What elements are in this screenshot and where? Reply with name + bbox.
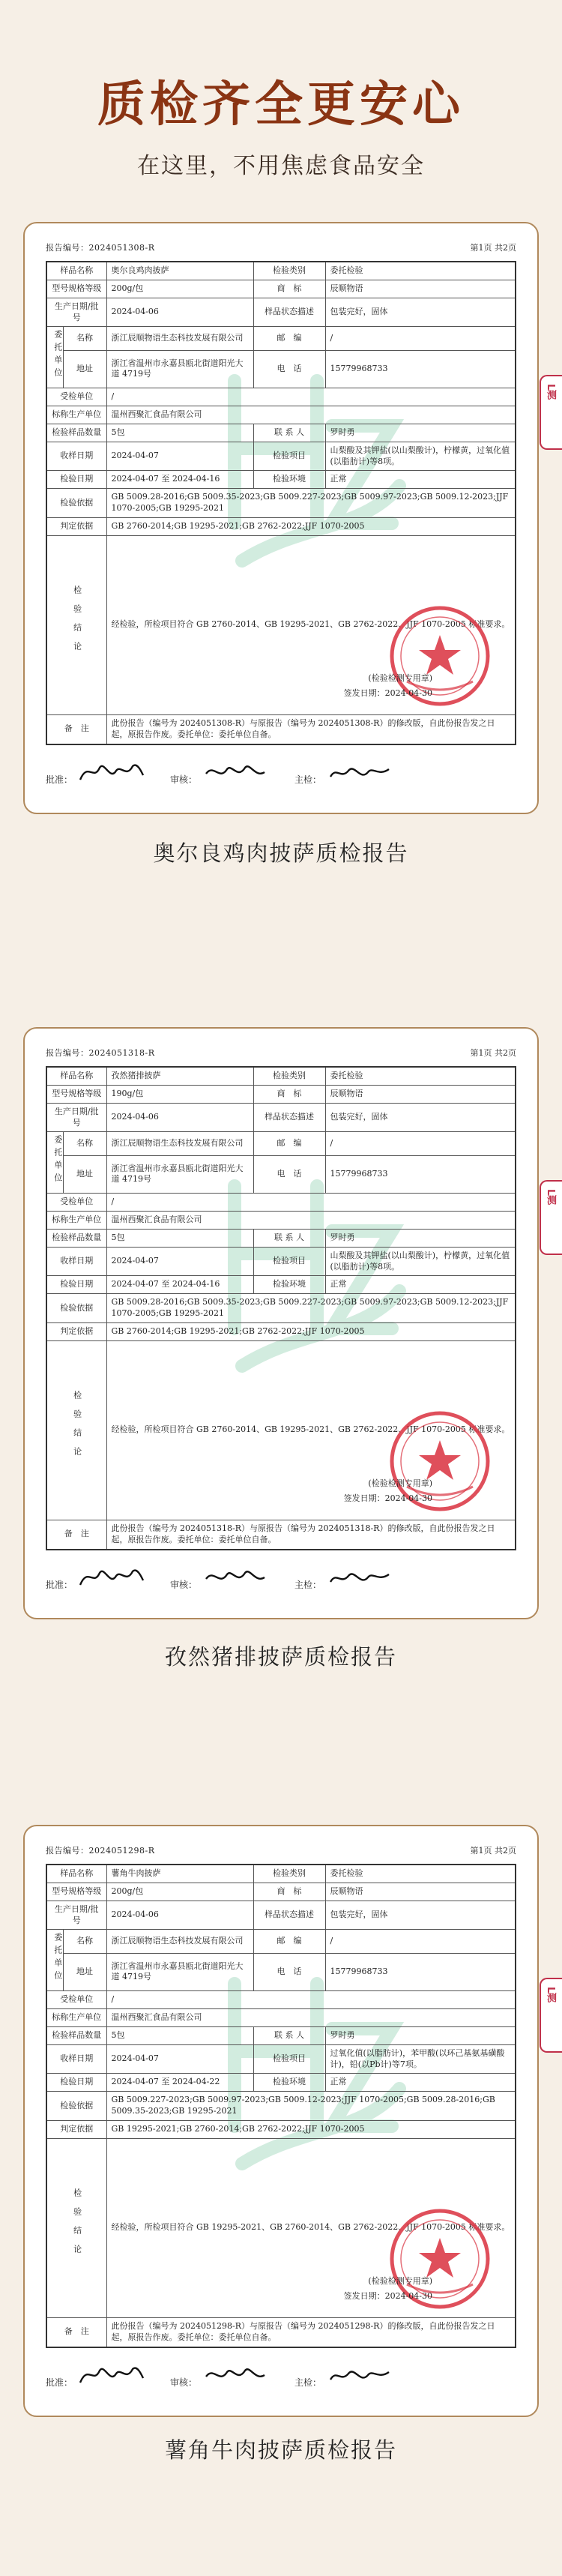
client-name-value: 浙江辰顺物语生态科技发展有限公司 — [106, 327, 253, 350]
phone-value: 15779968733 — [325, 1155, 516, 1194]
contact-value: 罗时勇 — [325, 424, 516, 442]
basis-value: GB 5009.28-2016;GB 5009.35-2023;GB 5009.227-2023;GB 5009.97-2023;GB 5009.12-2023;JJF 1070-2005;GB 19295-2021 — [106, 1294, 516, 1323]
approver-signature — [46, 759, 145, 786]
hero-banner — [0, 0, 562, 187]
report-table — [46, 261, 516, 745]
tester-signature — [294, 2362, 393, 2389]
contact-label: 联 系 人 — [253, 1229, 325, 1247]
client-address-value: 浙江省温州市永嘉县瓯北街道阳光大道 4719号 — [106, 1953, 253, 1991]
judge-label: 判定依据 — [46, 1322, 106, 1340]
received-label: 受检单位 — [46, 1991, 106, 2009]
sample-name-value: 奥尔良鸡肉披萨 — [106, 262, 253, 280]
conclusion-label — [46, 1340, 106, 1520]
handwritten-signature-icon — [77, 759, 145, 786]
sign-date-value: 2024-04-30 — [384, 2290, 432, 2301]
env-label: 检验环境 — [253, 1276, 325, 1294]
sample-state-label: 样品状态描述 — [253, 1901, 325, 1930]
report-card — [23, 1027, 539, 1619]
test-date-label: 检验日期 — [46, 2074, 106, 2092]
test-date-value: 2024-04-07 至 2024-04-22 — [106, 2074, 253, 2092]
client-address-value: 浙江省温州市永嘉县瓯北街道阳光大道 4719号 — [106, 1155, 253, 1194]
received-value: / — [106, 1194, 516, 1212]
env-label: 检验环境 — [253, 2074, 325, 2092]
handwritten-signature-icon — [77, 1564, 145, 1591]
sign-date — [344, 2291, 432, 2302]
sign-date-value: 2024-04-30 — [384, 687, 432, 698]
contact-value: 罗时勇 — [325, 2026, 516, 2044]
report-number — [46, 241, 154, 253]
sample-name-label: 样品名称 — [46, 1865, 106, 1883]
category-value: 委托检验 — [325, 1865, 516, 1883]
postcode-label: 邮 编 — [253, 327, 325, 350]
tester-label: 主检： — [294, 1579, 322, 1590]
handwritten-signature-icon — [326, 2362, 393, 2389]
spec-label: 型号规格等级 — [46, 280, 106, 298]
handwritten-signature-icon — [326, 1564, 393, 1591]
client-label-text: 委托单位 — [52, 330, 63, 382]
basis-value: GB 5009.227-2023;GB 5009.97-2023;GB 5009.12-2023;JJF 1070-2005;GB 5009.28-2016;GB 5009.35-2023;GB 19295-2021 — [106, 2092, 516, 2121]
side-tab-text: L测 — [545, 1987, 556, 2003]
qty-value: 5包 — [106, 424, 253, 442]
spec-value: 200g/包 — [106, 1883, 253, 1901]
items-value: 山梨酸及其钾盐(以山梨酸计)，柠檬黄，过氧化值(以脂肪计)等8项。 — [325, 1247, 516, 1276]
sign-date-label: 签发日期： — [343, 687, 385, 698]
judge-label: 判定依据 — [46, 2120, 106, 2138]
handwritten-signature-icon — [202, 759, 269, 786]
brand-value: 辰顺物语 — [325, 1085, 516, 1103]
prod-date-value: 2024-04-06 — [106, 1103, 253, 1132]
remarks-value: 此份报告（编号为 2024051298-R）与原报告（编号为 2024051298-R）的修改版，自此份报告发之日起，原报告作废。委托单位：委托单位自备。 — [106, 2317, 516, 2347]
recv-date-label: 收样日期 — [46, 2044, 106, 2074]
basis-label: 检验依据 — [46, 489, 106, 518]
client-name-label: 名称 — [63, 1930, 106, 1953]
sample-state-value: 包装完好，固体 — [325, 1103, 516, 1132]
prod-date-value: 2024-04-06 — [106, 1901, 253, 1930]
maker-value: 温州西聚汇食品有限公司 — [106, 1212, 516, 1230]
phone-value: 15779968733 — [325, 350, 516, 388]
category-label: 检验类别 — [253, 262, 325, 280]
approver-signature — [46, 2362, 145, 2389]
seal-note: (检验检测专用章) — [368, 672, 432, 683]
side-tab-text: L测 — [545, 1189, 556, 1206]
client-name-value: 浙江辰顺物语生态科技发展有限公司 — [106, 1132, 253, 1155]
remarks-label: 备 注 — [46, 1520, 106, 1549]
received-value: / — [106, 388, 516, 406]
reviewer-label: 审核： — [170, 1579, 198, 1590]
client-label-text: 委托单位 — [52, 1135, 63, 1187]
report-paper — [46, 1047, 516, 1591]
client-name-label: 名称 — [63, 1132, 106, 1155]
basis-label: 检验依据 — [46, 2092, 106, 2121]
contact-label: 联 系 人 — [253, 2026, 325, 2044]
judge-label: 判定依据 — [46, 517, 106, 535]
page-count: 第1页 共2页 — [470, 1846, 516, 1856]
side-tab — [540, 1180, 562, 1255]
seal-note: (检验检测专用章) — [368, 1478, 432, 1488]
contact-value: 罗时勇 — [325, 1229, 516, 1247]
report-caption: 薯角牛肉披萨质检报告 — [164, 2437, 397, 2463]
received-label: 受检单位 — [46, 388, 106, 406]
report-table — [46, 1066, 516, 1550]
conclusion-text: 经检验，所检项目符合 GB 2760-2014、GB 19295-2021、GB 2762-2022、JJF 1070-2005 标准要求。 — [111, 619, 510, 630]
seal-note: (检验检测专用章) — [368, 2275, 432, 2286]
spec-value: 190g/包 — [106, 1085, 253, 1103]
judge-value: GB 2760-2014;GB 19295-2021;GB 2762-2022;JJF 1070-2005 — [106, 1322, 516, 1340]
client-label — [46, 1930, 63, 1991]
sign-date — [344, 688, 432, 699]
sample-state-label: 样品状态描述 — [253, 298, 325, 327]
phone-label: 电 话 — [253, 350, 325, 388]
signatures-row — [46, 2359, 516, 2389]
qty-label: 检验样品数量 — [46, 2026, 106, 2044]
tester-signature — [294, 759, 393, 786]
postcode-value: / — [325, 327, 516, 350]
received-label: 受检单位 — [46, 1194, 106, 1212]
report-caption: 孜然猪排披萨质检报告 — [164, 1644, 397, 1670]
conclusion-label-text: 检验结论 — [72, 2188, 82, 2264]
recv-date-label: 收样日期 — [46, 1247, 106, 1276]
maker-label: 标称生产单位 — [46, 1212, 106, 1230]
handwritten-signature-icon — [326, 759, 393, 786]
env-value: 正常 — [325, 2074, 516, 2092]
side-tab — [540, 375, 562, 450]
items-value: 山梨酸及其钾盐(以山梨酸计)，柠檬黄，过氧化值(以脂肪计)等8项。 — [325, 442, 516, 471]
category-label: 检验类别 — [253, 1865, 325, 1883]
received-value: / — [106, 1991, 516, 2009]
remarks-value: 此份报告（编号为 2024051318-R）与原报告（编号为 2024051318-R）的修改版，自此份报告发之日起，原报告作废。委托单位：委托单位自备。 — [106, 1520, 516, 1549]
recv-date-label: 收样日期 — [46, 442, 106, 471]
conclusion-label-text: 检验结论 — [72, 1391, 82, 1466]
category-value: 委托检验 — [325, 262, 516, 280]
approver-signature — [46, 1564, 145, 1591]
conclusion-label — [46, 535, 106, 714]
sample-state-label: 样品状态描述 — [253, 1103, 325, 1132]
tester-label: 主检： — [294, 2377, 322, 2388]
report-number-label: 报告编号： — [46, 1846, 89, 1856]
reviewer-signature — [170, 2362, 269, 2389]
client-name-value: 浙江辰顺物语生态科技发展有限公司 — [106, 1930, 253, 1953]
category-value: 委托检验 — [325, 1067, 516, 1085]
client-label-text: 委托单位 — [52, 1933, 63, 1984]
spec-label: 型号规格等级 — [46, 1883, 106, 1901]
report-card — [23, 1825, 539, 2417]
remarks-label: 备 注 — [46, 714, 106, 744]
remarks-label: 备 注 — [46, 2317, 106, 2347]
brand-value: 辰顺物语 — [325, 1883, 516, 1901]
conclusion-label — [46, 2138, 106, 2317]
sign-date-label: 签发日期： — [343, 2290, 385, 2301]
reviewer-label: 审核： — [170, 774, 198, 785]
postcode-value: / — [325, 1930, 516, 1953]
contact-label: 联 系 人 — [253, 424, 325, 442]
maker-label: 标称生产单位 — [46, 2009, 106, 2027]
recv-date-value: 2024-04-07 — [106, 442, 253, 471]
maker-value: 温州西聚汇食品有限公司 — [106, 2009, 516, 2027]
test-date-label: 检验日期 — [46, 1276, 106, 1294]
items-value: 过氧化值(以脂肪计)，苯甲酸(以环己基氨基磺酸计)，铅(以Pb计)等7项。 — [325, 2044, 516, 2074]
client-label — [46, 327, 63, 388]
report-number-label: 报告编号： — [46, 243, 89, 253]
env-value: 正常 — [325, 471, 516, 489]
tester-signature — [294, 1564, 393, 1591]
report-number — [46, 1047, 154, 1059]
prod-date-label: 生产日期/批号 — [46, 1901, 106, 1930]
recv-date-value: 2024-04-07 — [106, 2044, 253, 2074]
prod-date-label: 生产日期/批号 — [46, 298, 106, 327]
judge-value: GB 2760-2014;GB 19295-2021;GB 2762-2022;JJF 1070-2005 — [106, 517, 516, 535]
signatures-row — [46, 1561, 516, 1591]
report-table — [46, 1864, 516, 2348]
conclusion-cell — [106, 2138, 516, 2317]
basis-value: GB 5009.28-2016;GB 5009.35-2023;GB 5009.227-2023;GB 5009.97-2023;GB 5009.12-2023;JJF 1070-2005;GB 19295-2021 — [106, 489, 516, 518]
conclusion-text: 经检验，所检项目符合 GB 2760-2014、GB 19295-2021、GB 2762-2022、JJF 1070-2005 标准要求。 — [111, 1424, 510, 1435]
conclusion-cell — [106, 535, 516, 714]
reviewer-signature — [170, 759, 269, 786]
test-date-label: 检验日期 — [46, 471, 106, 489]
client-address-label: 地址 — [63, 1155, 106, 1194]
prod-date-label: 生产日期/批号 — [46, 1103, 106, 1132]
client-label — [46, 1132, 63, 1194]
items-label: 检验项目 — [253, 2044, 325, 2074]
env-label: 检验环境 — [253, 471, 325, 489]
category-label: 检验类别 — [253, 1067, 325, 1085]
page-count: 第1页 共2页 — [470, 1048, 516, 1058]
remarks-value: 此份报告（编号为 2024051308-R）与原报告（编号为 2024051308-R）的修改版，自此份报告发之日起，原报告作废。委托单位：委托单位自备。 — [106, 714, 516, 744]
page-title: 质检齐全更安心 — [97, 77, 465, 133]
conclusion-cell — [106, 1340, 516, 1520]
report-paper — [46, 241, 516, 786]
sample-state-value: 包装完好，固体 — [325, 298, 516, 327]
handwritten-signature-icon — [202, 2362, 269, 2389]
postcode-label: 邮 编 — [253, 1132, 325, 1155]
report-number-label: 报告编号： — [46, 1048, 89, 1058]
client-address-label: 地址 — [63, 1953, 106, 1991]
approver-label: 批准： — [46, 2377, 73, 2388]
tester-label: 主检： — [294, 774, 322, 785]
sample-name-value: 薯角牛肉披萨 — [106, 1865, 253, 1883]
handwritten-signature-icon — [77, 2362, 145, 2389]
report-number-value: 2024051298-R — [88, 1846, 155, 1856]
report-caption: 奥尔良鸡肉披萨质检报告 — [153, 840, 409, 866]
client-address-label: 地址 — [63, 350, 106, 388]
items-label: 检验项目 — [253, 1247, 325, 1276]
sample-name-label: 样品名称 — [46, 1067, 106, 1085]
sign-date-label: 签发日期： — [343, 1493, 385, 1503]
qty-value: 5包 — [106, 2026, 253, 2044]
sign-date-value: 2024-04-30 — [384, 1493, 432, 1503]
reviewer-label: 审核： — [170, 2377, 198, 2388]
report-number-value: 2024051308-R — [88, 243, 155, 253]
recv-date-value: 2024-04-07 — [106, 1247, 253, 1276]
test-date-value: 2024-04-07 至 2024-04-16 — [106, 1276, 253, 1294]
client-name-label: 名称 — [63, 327, 106, 350]
postcode-label: 邮 编 — [253, 1930, 325, 1953]
reviewer-signature — [170, 1564, 269, 1591]
qty-label: 检验样品数量 — [46, 1229, 106, 1247]
side-tab-text: L测 — [545, 384, 556, 400]
page-count: 第1页 共2页 — [470, 243, 516, 253]
phone-value: 15779968733 — [325, 1953, 516, 1991]
page-subtitle: 在这里，不用焦虑食品安全 — [137, 153, 425, 179]
maker-label: 标称生产单位 — [46, 406, 106, 424]
handwritten-signature-icon — [202, 1564, 269, 1591]
spec-label: 型号规格等级 — [46, 1085, 106, 1103]
postcode-value: / — [325, 1132, 516, 1155]
signatures-row — [46, 756, 516, 786]
report-number-value: 2024051318-R — [88, 1048, 155, 1058]
sample-state-value: 包装完好，固体 — [325, 1901, 516, 1930]
judge-value: GB 19295-2021;GB 2760-2014;GB 2762-2022;JJF 1070-2005 — [106, 2120, 516, 2138]
phone-label: 电 话 — [253, 1155, 325, 1194]
conclusion-label-text: 检验结论 — [72, 586, 82, 661]
maker-value: 温州西聚汇食品有限公司 — [106, 406, 516, 424]
client-address-value: 浙江省温州市永嘉县瓯北街道阳光大道 4719号 — [106, 350, 253, 388]
brand-label: 商 标 — [253, 1883, 325, 1901]
spec-value: 200g/包 — [106, 280, 253, 298]
side-tab — [540, 1978, 562, 2053]
qty-label: 检验样品数量 — [46, 424, 106, 442]
phone-label: 电 话 — [253, 1953, 325, 1991]
approver-label: 批准： — [46, 774, 73, 785]
sample-name-label: 样品名称 — [46, 262, 106, 280]
approver-label: 批准： — [46, 1579, 73, 1590]
qty-value: 5包 — [106, 1229, 253, 1247]
env-value: 正常 — [325, 1276, 516, 1294]
brand-label: 商 标 — [253, 280, 325, 298]
brand-label: 商 标 — [253, 1085, 325, 1103]
conclusion-text: 经检验，所检项目符合 GB 19295-2021、GB 2760-2014、GB 2762-2022、JJF 1070-2005 标准要求。 — [111, 2222, 510, 2233]
report-paper — [46, 1844, 516, 2389]
report-card — [23, 222, 539, 814]
brand-value: 辰顺物语 — [325, 280, 516, 298]
items-label: 检验项目 — [253, 442, 325, 471]
test-date-value: 2024-04-07 至 2024-04-16 — [106, 471, 253, 489]
report-number — [46, 1844, 154, 1856]
basis-label: 检验依据 — [46, 1294, 106, 1323]
sample-name-value: 孜然猪排披萨 — [106, 1067, 253, 1085]
prod-date-value: 2024-04-06 — [106, 298, 253, 327]
sign-date — [344, 1493, 432, 1505]
